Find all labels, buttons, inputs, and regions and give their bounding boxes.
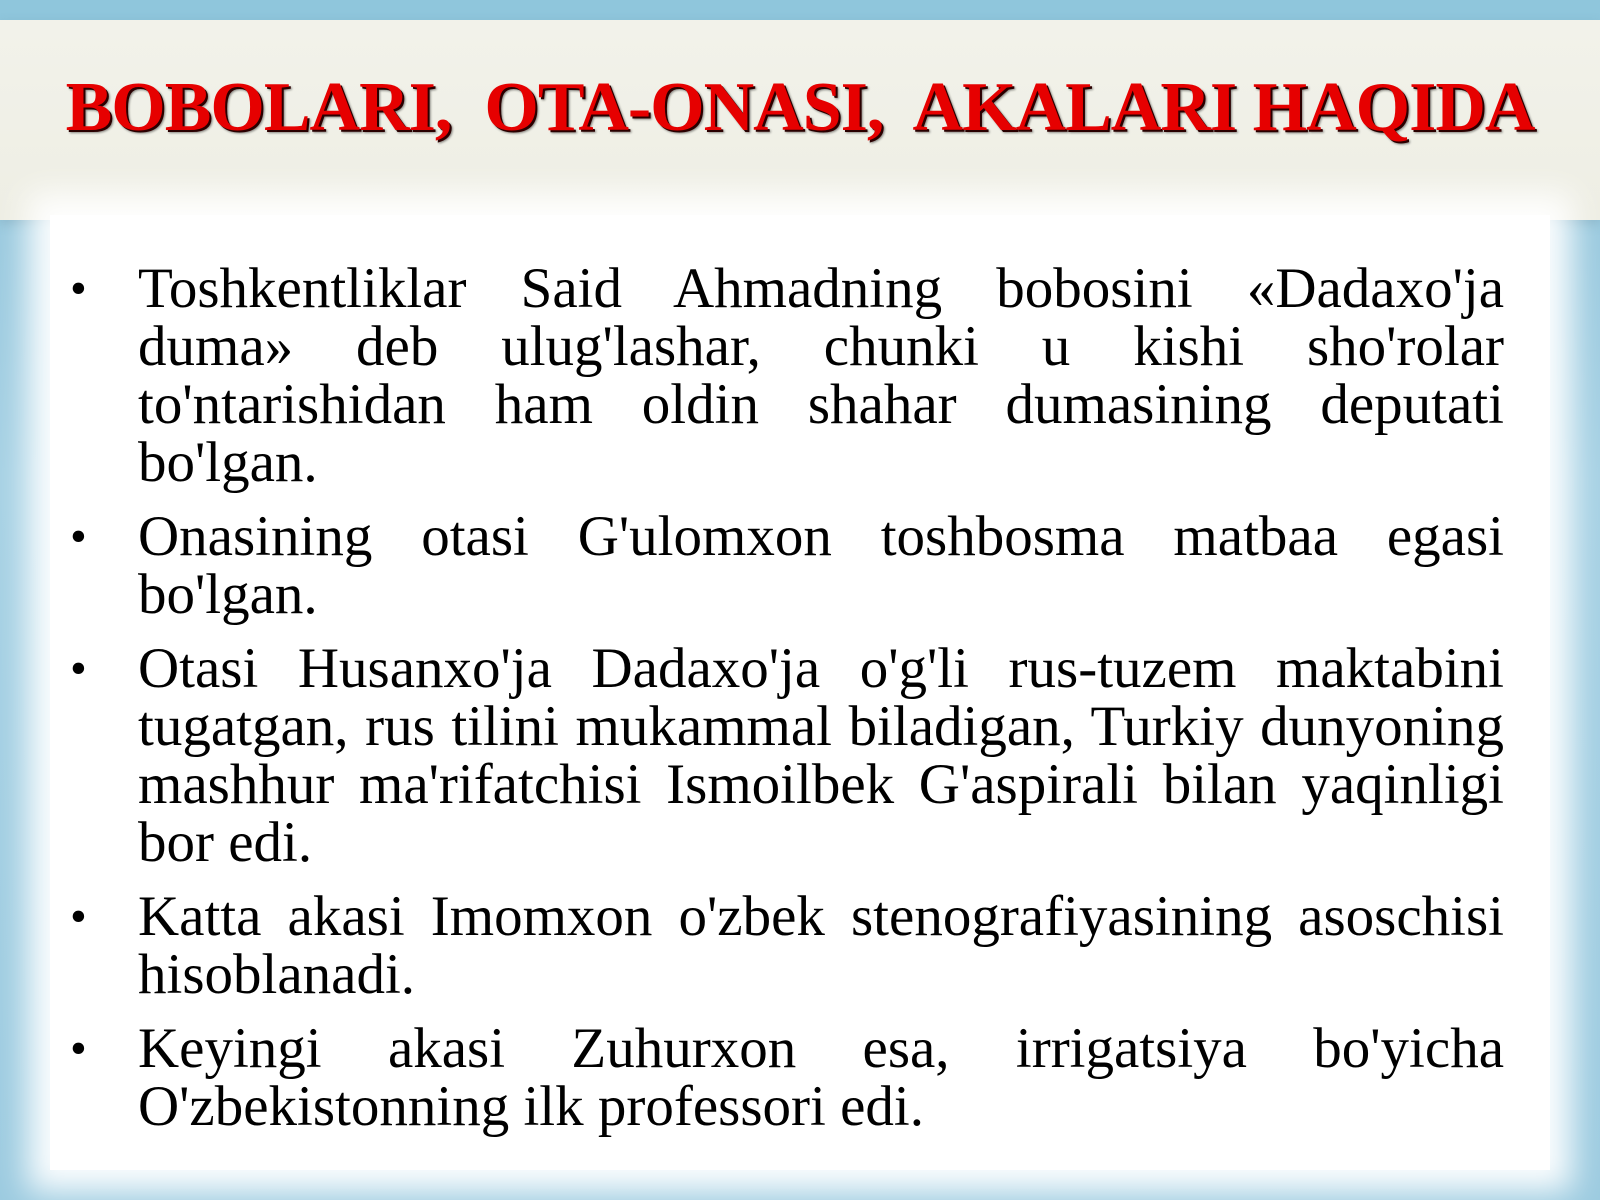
list-item [64, 257, 1504, 494]
bullet-icon: • [70, 262, 87, 315]
top-strip [0, 0, 1600, 20]
bullet-icon: • [70, 890, 87, 943]
bullet-text: Keyingi akasi Zuhurxon esa, irrigatsiya bo'yicha O'zbekistonning ilk professori edi. [138, 1017, 1504, 1138]
bullet-text: Toshkentliklar Said Ahmadning bobosini «Dadaxo'ja duma» deb ulug'lashar, chunki u kishi sho'rolar to'ntarishidan ham oldin shahar dumasining deputati bo'lgan. [138, 257, 1504, 494]
bullet-text: Otasi Husanxo'ja Dadaxo'ja o'g'li rus-tuzem maktabini tugatgan, rus tilini mukammal biladigan, Turkiy dunyoning mashhur ma'rifatchisi Ismoilbek G'aspirali bilan yaqinligi bor edi. [138, 637, 1504, 874]
list-item [64, 637, 1504, 874]
bullet-text: Katta akasi Imomxon o'zbek stenografiyasining asoschisi hisoblanadi. [138, 885, 1504, 1006]
bullet-icon: • [70, 510, 87, 563]
list-item [64, 505, 1504, 626]
bullet-icon: • [70, 1022, 87, 1075]
slide-title: BOBOLARI, OTA-ONASI, AKALARI HAQIDA [65, 69, 1535, 146]
bullet-text: Onasining otasi G'ulomxon toshbosma matbaa egasi bo'lgan. [138, 505, 1504, 626]
list-item [64, 1017, 1504, 1138]
bullet-icon: • [70, 642, 87, 695]
bullet-list [64, 257, 1504, 1152]
list-item [64, 885, 1504, 1006]
